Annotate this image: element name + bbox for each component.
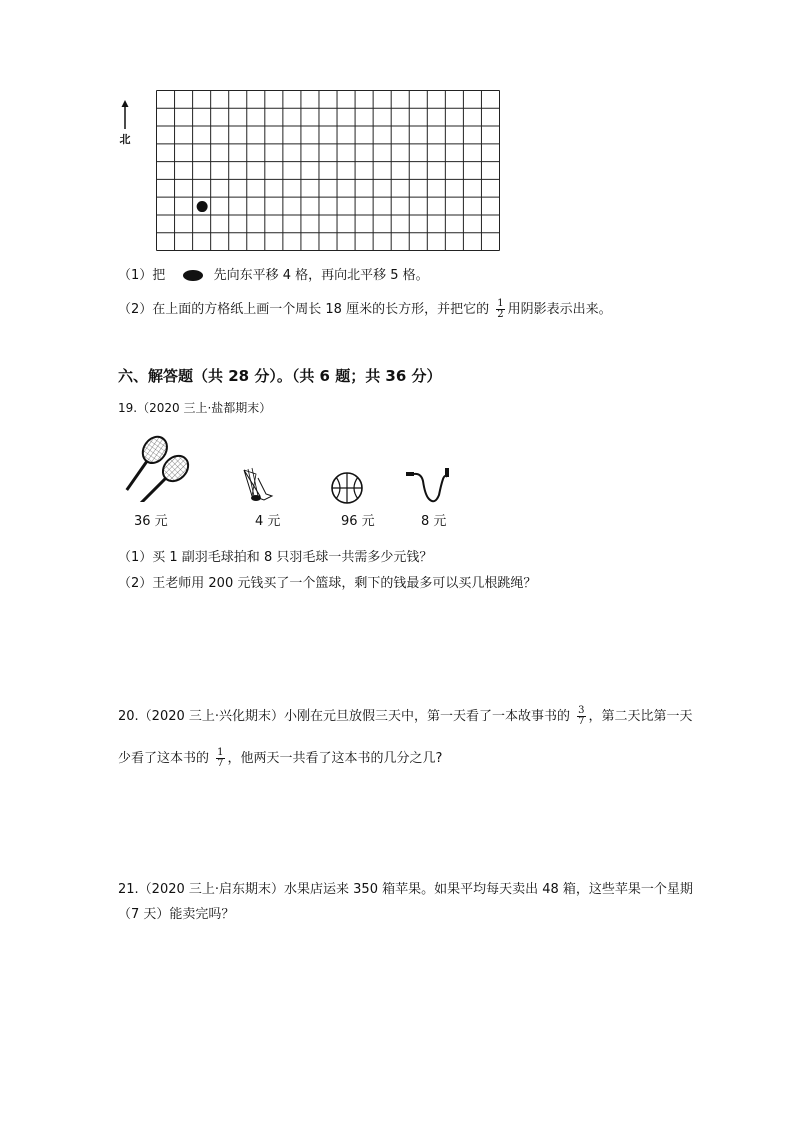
q18-part2-prefix: （2）在上面的方格纸上画一个周长 18 厘米的长方形，并把它的 bbox=[118, 302, 490, 317]
fraction-denominator: 7 bbox=[217, 758, 224, 769]
q20-line1-text: 20.（2020 三上·兴化期末）小刚在元旦放假三天中，第一天看了一本故事书的 bbox=[118, 709, 571, 724]
basketball-icon bbox=[330, 471, 364, 505]
north-arrow bbox=[117, 100, 133, 148]
fraction-one-half bbox=[496, 299, 504, 320]
fraction-three-sevenths bbox=[577, 706, 585, 727]
q18-part1-prefix: （1）把 bbox=[118, 268, 166, 283]
fraction-denominator: 2 bbox=[497, 309, 504, 320]
q20-line2-prefix: 少看了这本书的 bbox=[118, 751, 210, 766]
fraction-numerator: 3 bbox=[578, 705, 585, 716]
price-basketball: 96 元 bbox=[341, 514, 375, 529]
section-title: 六、解答题（共 28 分）。（共 6 题；共 36 分） bbox=[118, 367, 442, 385]
fraction-numerator: 1 bbox=[497, 298, 504, 309]
black-dot-icon bbox=[183, 270, 203, 281]
q20-line1 bbox=[118, 706, 693, 727]
price-shuttlecock: 4 元 bbox=[255, 514, 281, 529]
q19-header: 19.（2020 三上·盐都期末） bbox=[118, 401, 272, 415]
q20-line2 bbox=[118, 748, 442, 769]
q18-part2 bbox=[118, 299, 612, 320]
grid-dot-icon bbox=[197, 201, 208, 212]
price-racket: 36 元 bbox=[134, 514, 168, 529]
price-jump-rope: 8 元 bbox=[421, 514, 447, 529]
shuttlecock-icon bbox=[242, 466, 276, 502]
q18-part2-suffix: 用阴影表示出来。 bbox=[507, 302, 612, 317]
square-grid bbox=[156, 90, 500, 251]
q19-part2: （2）王老师用 200 元钱买了一个篮球，剩下的钱最多可以买几根跳绳？ bbox=[118, 576, 537, 591]
north-label: 北 bbox=[119, 133, 131, 146]
fraction-denominator: 7 bbox=[578, 716, 585, 727]
jump-rope-icon bbox=[405, 465, 457, 507]
q20-line1-suffix: ，第二天比第一天 bbox=[588, 709, 693, 724]
q19-part1: （1）买 1 副羽毛球拍和 8 只羽毛球一共需多少元钱？ bbox=[118, 550, 433, 565]
q20-line2-suffix: ，他两天一共看了这本书的几分之几? bbox=[227, 751, 443, 766]
fraction-numerator: 1 bbox=[217, 747, 224, 758]
q21-line1: 21.（2020 三上·启东期末）水果店运来 350 箱苹果。如果平均每天卖出 48 箱，这些苹果一个星期 bbox=[118, 882, 693, 897]
q18-part1 bbox=[118, 267, 429, 285]
north-arrow-icon bbox=[117, 100, 133, 130]
q18-part1-suffix: 先向东平移 4 格，再向北平移 5 格。 bbox=[213, 268, 429, 283]
fraction-one-seventh bbox=[216, 748, 224, 769]
q21-line2: （7 天）能卖完吗？ bbox=[118, 907, 235, 922]
badminton-racket-pair-icon bbox=[116, 432, 190, 502]
